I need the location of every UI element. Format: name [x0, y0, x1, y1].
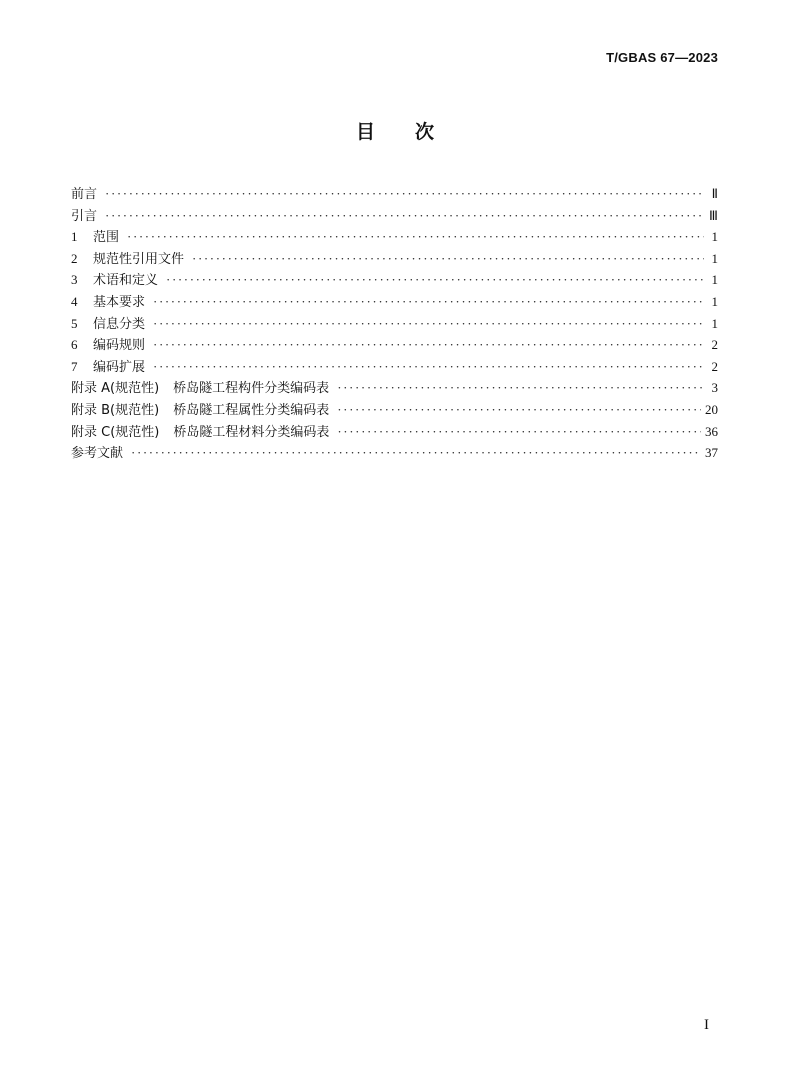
toc-entry-number: 4 — [71, 293, 78, 309]
toc-entry-label: 规范性引用文件 — [93, 251, 185, 267]
toc-entry-coding-extension[interactable] — [71, 356, 718, 378]
dot-leader — [105, 205, 704, 227]
toc-entry-number: 7 — [71, 358, 78, 374]
toc-entry-information-classification[interactable] — [71, 313, 718, 335]
dot-leader — [166, 269, 704, 291]
toc-entry-number: 2 — [71, 250, 78, 266]
dot-leader — [337, 399, 701, 421]
toc-entry-page: 1 — [711, 250, 718, 266]
dot-leader — [127, 226, 704, 248]
toc-entry-number: 5 — [71, 315, 78, 331]
appendix-title: 桥岛隧工程属性分类编码表 — [173, 402, 330, 418]
toc-entry-page: 1 — [711, 229, 718, 245]
toc-entry-page: 2 — [711, 358, 718, 374]
dot-leader — [192, 248, 704, 270]
toc-entry-bibliography[interactable] — [71, 442, 718, 464]
toc-entry-terms-definitions[interactable] — [71, 269, 718, 291]
toc-entry-appendix-b[interactable] — [71, 399, 718, 421]
toc-entry-number: 3 — [71, 272, 78, 288]
toc-entry-label: 前言 — [71, 187, 98, 202]
toc-entry-label: 参考文献 — [71, 446, 124, 462]
toc-entry-label: 引言 — [71, 208, 98, 224]
toc-entry-page: 3 — [711, 380, 718, 396]
dot-leader — [131, 442, 701, 464]
document-code: T/GBAS 67—2023 — [606, 50, 718, 65]
appendix-prefix: 附录 A(规范性) — [71, 381, 160, 397]
table-of-contents — [71, 183, 718, 464]
dot-leader — [337, 377, 704, 399]
page-number: I — [704, 1017, 709, 1033]
dot-leader — [153, 356, 704, 378]
dot-leader — [337, 421, 701, 443]
dot-leader — [105, 183, 704, 205]
toc-entry-coding-rules[interactable] — [71, 334, 718, 356]
toc-entry-page: Ⅱ — [711, 186, 718, 201]
toc-entry-scope[interactable] — [71, 226, 718, 248]
toc-entry-page: 37 — [705, 445, 718, 461]
toc-entry-label: 信息分类 — [93, 316, 146, 332]
toc-entry-page: 36 — [705, 423, 718, 439]
toc-entry-preface[interactable] — [71, 183, 718, 205]
toc-entry-label: 术语和定义 — [93, 273, 159, 289]
toc-entry-page: 1 — [711, 272, 718, 288]
toc-entry-number: 6 — [71, 337, 78, 353]
dot-leader — [153, 291, 704, 313]
dot-leader — [153, 313, 704, 335]
toc-entry-page: 1 — [711, 315, 718, 331]
toc-entry-basic-requirements[interactable] — [71, 291, 718, 313]
appendix-title: 桥岛隧工程材料分类编码表 — [173, 424, 330, 440]
toc-entry-introduction[interactable] — [71, 205, 718, 227]
appendix-prefix: 附录 C(规范性) — [71, 424, 160, 440]
toc-entry-normative-references[interactable] — [71, 248, 718, 270]
page-title: 目次 — [355, 121, 474, 143]
toc-entry-page: 2 — [711, 337, 718, 353]
toc-entry-appendix-c[interactable] — [71, 421, 718, 443]
toc-entry-label: 编码扩展 — [93, 359, 146, 375]
dot-leader — [153, 334, 704, 356]
appendix-title: 桥岛隧工程构件分类编码表 — [173, 381, 330, 397]
toc-entry-number: 1 — [71, 229, 78, 245]
toc-entry-page: 20 — [705, 401, 718, 417]
toc-entry-label: 编码规则 — [93, 338, 146, 354]
toc-entry-page: 1 — [711, 293, 718, 309]
toc-entry-page: Ⅲ — [709, 207, 718, 223]
appendix-prefix: 附录 B(规范性) — [71, 402, 160, 418]
toc-entry-label: 范围 — [93, 230, 120, 246]
toc-entry-appendix-a[interactable] — [71, 377, 718, 399]
toc-entry-label: 基本要求 — [93, 294, 146, 310]
